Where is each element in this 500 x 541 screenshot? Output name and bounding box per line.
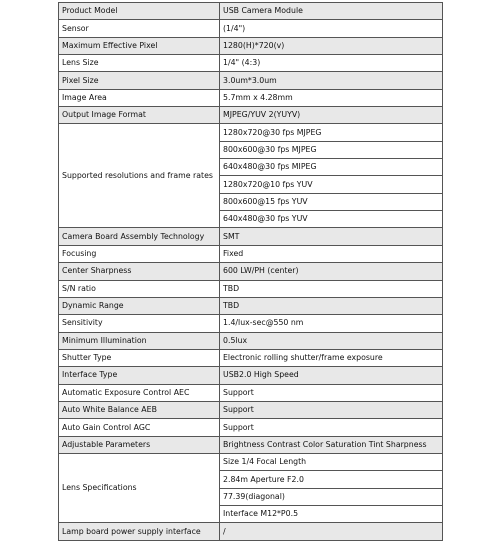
spec-row — [59, 384, 443, 401]
spec-row — [59, 332, 443, 349]
spec-value: Size 1/4 Focal Length — [220, 453, 443, 470]
spec-value: USB2.0 High Speed — [220, 367, 443, 384]
spec-label: Shutter Type — [59, 349, 220, 366]
spec-row — [59, 419, 443, 436]
spec-value: 1280(H)*720(v) — [220, 37, 443, 54]
spec-value: 640x480@30 fps YUV — [220, 211, 443, 228]
spec-value: 5.7mm x 4.28mm — [220, 89, 443, 106]
spec-row — [59, 72, 443, 89]
spec-label: S/N ratio — [59, 280, 220, 297]
spec-value: 800x600@15 fps YUV — [220, 193, 443, 210]
spec-row — [59, 367, 443, 384]
spec-value: 800x600@30 fps MJPEG — [220, 141, 443, 158]
spec-row — [59, 20, 443, 37]
spec-table — [58, 2, 443, 541]
spec-row — [59, 3, 443, 20]
spec-row — [59, 37, 443, 54]
spec-label: Output Image Format — [59, 107, 220, 124]
spec-label: Maximum Effective Pixel — [59, 37, 220, 54]
spec-row — [59, 401, 443, 418]
spec-value: 1280x720@10 fps YUV — [220, 176, 443, 193]
spec-value: TBD — [220, 297, 443, 314]
spec-label: Lamp board power supply interface — [59, 523, 220, 540]
spec-value: 3.0um*3.0um — [220, 72, 443, 89]
spec-row — [59, 263, 443, 280]
spec-value: SMT — [220, 228, 443, 245]
spec-value: (1/4") — [220, 20, 443, 37]
spec-value: Fixed — [220, 245, 443, 262]
spec-label: Minimum Illumination — [59, 332, 220, 349]
spec-row — [59, 124, 443, 141]
spec-value: Support — [220, 384, 443, 401]
spec-label: Auto White Balance AEB — [59, 401, 220, 418]
spec-value: 1280x720@30 fps MJPEG — [220, 124, 443, 141]
spec-value: / — [220, 523, 443, 540]
spec-table-body — [59, 3, 443, 541]
spec-row — [59, 453, 443, 470]
spec-label: Focusing — [59, 245, 220, 262]
spec-row — [59, 523, 443, 540]
spec-value: 1.4/lux-sec@550 nm — [220, 315, 443, 332]
spec-row — [59, 55, 443, 72]
spec-value: Electronic rolling shutter/frame exposure — [220, 349, 443, 366]
spec-row — [59, 107, 443, 124]
spec-value: 2.84m Aperture F2.0 — [220, 471, 443, 488]
spec-label: Center Sharpness — [59, 263, 220, 280]
spec-label: Auto Gain Control AGC — [59, 419, 220, 436]
spec-row — [59, 315, 443, 332]
spec-value: Brightness Contrast Color Saturation Tint Sharpness — [220, 436, 443, 453]
spec-row — [59, 245, 443, 262]
spec-label: Adjustable Parameters — [59, 436, 220, 453]
spec-label: Lens Specifications — [59, 453, 220, 522]
spec-value: TBD — [220, 280, 443, 297]
spec-label: Image Area — [59, 89, 220, 106]
spec-value: Interface M12*P0.5 — [220, 505, 443, 522]
spec-row — [59, 436, 443, 453]
spec-label: Automatic Exposure Control AEC — [59, 384, 220, 401]
spec-label: Pixel Size — [59, 72, 220, 89]
spec-label: Supported resolutions and frame rates — [59, 124, 220, 228]
spec-label: Lens Size — [59, 55, 220, 72]
spec-row — [59, 297, 443, 314]
spec-value: 600 LW/PH (center) — [220, 263, 443, 280]
spec-label: Sensitivity — [59, 315, 220, 332]
spec-label: Interface Type — [59, 367, 220, 384]
spec-row — [59, 280, 443, 297]
spec-value: MJPEG/YUV 2(YUYV) — [220, 107, 443, 124]
spec-value: 640x480@30 fps MIPEG — [220, 159, 443, 176]
spec-row — [59, 228, 443, 245]
spec-value: 0.5lux — [220, 332, 443, 349]
spec-row — [59, 89, 443, 106]
spec-label: Dynamic Range — [59, 297, 220, 314]
spec-value: Support — [220, 419, 443, 436]
spec-row — [59, 349, 443, 366]
spec-label: Camera Board Assembly Technology — [59, 228, 220, 245]
spec-label: Sensor — [59, 20, 220, 37]
spec-value: 77.39(diagonal) — [220, 488, 443, 505]
spec-value: 1/4" (4:3) — [220, 55, 443, 72]
spec-label: Product Model — [59, 3, 220, 20]
spec-value: USB Camera Module — [220, 3, 443, 20]
spec-value: Support — [220, 401, 443, 418]
